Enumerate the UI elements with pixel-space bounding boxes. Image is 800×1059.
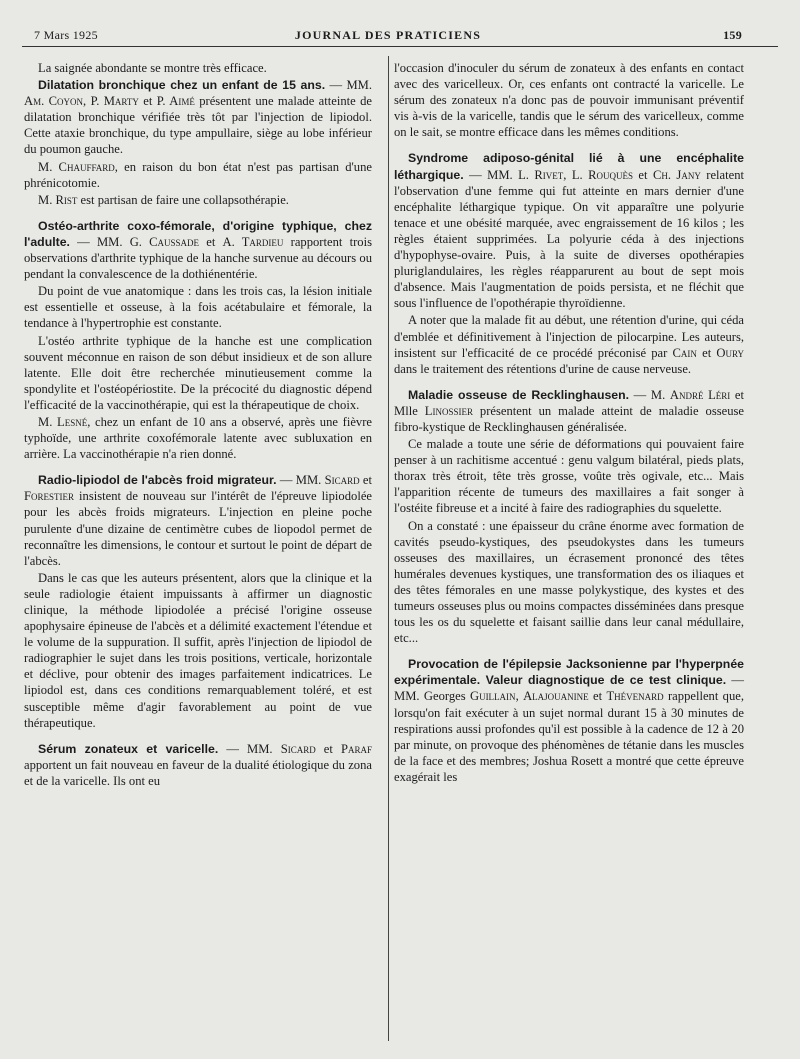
header-rule: [22, 46, 778, 47]
author-name: M. Chauffard: [38, 159, 115, 174]
author-name: A. Tardieu: [222, 234, 284, 249]
author-name: Paraf: [340, 741, 372, 756]
author-name: Forestier: [24, 489, 75, 504]
paragraph: Dans le cas que les auteurs présentent, alors que la clinique et la seule radiologie étaient impuissants à affirmer un diagnostic clinique, la méthode lipiodolée a précisé l'origine osseuse apophysaire épineuse de l'abcès et a délimité exactement l'étendue et le volume de la suppuration. Il suffit, après l'injection de lipiodol de radiographier le sujet dans les trois positions, verticale, horizontale et déclive, pour obtenir des images parfaitement indicatrices. Le lipiodol est, dans ces conditions remarquablement toléré, et est susceptible même d'agir favorablement au point de vue thérapeutique.: [24, 570, 372, 730]
article-radio-lipiodol: Radio-lipiodol de l'abcès froid migrateur. — MM. Sicard et Forestier insistent de nouveau sur l'intérêt de l'épreuve lipiodolée pour les abcès froids migrateurs. L'injection en pleine poche purulente d'une dizaine de centimètre cubes de liopodol permet de reconnaître les dimensions, le contour et surtout le point de départ de l'abcès.: [24, 473, 372, 568]
author-name: P. Marty: [90, 94, 139, 109]
article-title: Provocation de l'épilepsie Jacksonienne par l'hyperpnée expérimentale. Valeur diagnostique de ce test clinique.: [394, 657, 744, 688]
article-maladie-recklinghausen: Maladie osseuse de Recklinghausen. — M. André Léri et Mlle Linossier présentent un malade atteint de maladie osseuse fibro-kystique de Recklinghausen généralisée.: [394, 387, 744, 434]
author-name: Thévenard: [606, 689, 664, 704]
paragraph: M. Chauffard, en raison du bon état n'est pas partisan d'une phrénicotomie.: [24, 159, 372, 190]
article-dilatation-bronchique: Dilatation bronchique chez un enfant de 15 ans. — MM. Am. Coyon, P. Marty et P. Aimé présentent une malade atteinte de dilatation bronchique vérifiée très tôt par l'injection de lipiodol. Cette ataxie bronchique, du type ampullaire, siège au lobe inférieur du poumon gauche.: [24, 78, 373, 157]
article-serum-zonateux: Sérum zonateux et varicelle. — MM. Sicard et Paraf apportent un fait nouveau en faveur de la dualité étiologique du zona et de la varicelle. Ils ont eu: [24, 741, 372, 788]
column-divider: [388, 56, 389, 1041]
article-title: Syndrome adiposo-génital lié à une encéphalite léthargique.: [394, 151, 744, 182]
author-name: L. Rouquès: [571, 167, 634, 182]
paragraph: M. Lesné, chez un enfant de 10 ans a observé, après une fièvre typhoïde, une arthrite coxofémorale latente avec subluxation en arrière. La vaccinothérapie n'a rien donné.: [24, 414, 372, 462]
paragraph: On a constaté : une épaisseur du crâne énorme avec formation de cavités pseudo-kystiques, des pseudokystes dans les tumeurs osseuses des maxillaires, un écrasement prononcé des têtes humérales devenues kystiques, une transformation des os iliaques et des têtes fémorales en une masse polykystique, des kystes et des tumeurs osseuses plus ou moins compactes disséminées dans presque tous les os du squelette et faisant saillie dans leur canal médullaire, etc...: [394, 518, 744, 646]
journal-title: JOURNAL DES PRATICIENS: [294, 28, 482, 42]
author-name: Ch. Jany: [652, 167, 701, 182]
running-header: [34, 28, 742, 46]
paragraph: L'ostéo arthrite typhique de la hanche est une complication souvent méconnue en raison de son début insidieux et de son allure latente. Elle doit être recherchée minutieusement comme la spondylite et l'ostéopériostite. De la précocité du diagnostic dépend l'efficacité de la vaccinothérapie, qui est la thérapeutique de choix.: [24, 333, 372, 412]
author-name: Sicard: [280, 741, 316, 756]
author-name: Linossier: [424, 403, 473, 418]
author-name: M. Rist: [38, 192, 78, 207]
paragraph: Ce malade a toute une série de déformations qui pouvaient faire penser à un rachitisme accentué : genu valgum bilatéral, pieds plats, thorax très étroit, tête très grosse, voûte très ogivale, etc... Mais l'apparition récente de tumeurs des maxillaires a fait songer à l'ostéite fibreuse et a incité à faire des radiographies du squelette.: [394, 437, 744, 516]
article-syndrome-adiposo-genital: Syndrome adiposo-génital lié à une encéphalite léthargique. — MM. L. Rivet, L. Rouquès et Ch. Jany relatent l'observation d'une femme qui fut atteinte en mars dernier d'une encéphalite léthargique typique. On vit apparaître une polyurie tenace et une obésité marquée, avec engraissement de 16 kilos ; les règles étaient supprimées. La polyurie céda à des injections d'hypophyse-ovaire. Puis, à la suite de diverses opothérapies pluriglandulaires, les règles réapparurent au bout de sept mois d'absence. Mais l'augmentation de poids persista, et ne fléchit que sous l'influence de l'opothérapie thyroïdienne.: [394, 151, 745, 311]
author-name: André Léri: [669, 387, 731, 402]
article-title: Sérum zonateux et varicelle.: [38, 741, 219, 756]
paragraph: l'occasion d'inoculer du sérum de zonateux à des enfants en contact avec des varicelleux. Or, ces enfants ont contracté la varicelle. Le sérum des zonateux n'a donc pas de pouvoir immunisant préventif vis à-vis de la varicelle, tandis que le sérum des varicelleux, comme on le sait, se montre efficace dans les mêmes conditions.: [394, 61, 744, 140]
author-name: Sicard: [324, 473, 360, 488]
author-name: Guillain: [469, 689, 516, 704]
article-title: Dilatation bronchique chez un enfant de 15 ans.: [38, 78, 326, 93]
right-column: [394, 60, 744, 786]
paragraph: Du point de vue anatomique : dans les trois cas, la lésion initiale est essentielle et osseuse, à la fois acétabulaire et fémorale, la tendance à l'hypertrophie est constante.: [24, 284, 372, 331]
left-column: [24, 60, 372, 790]
author-name: Cain: [672, 345, 697, 360]
author-name: P. Aimé: [156, 94, 195, 109]
paragraph: A noter que la malade fit au début, une rétention d'urine, qui céda d'emblée et définitivement à l'injection de pilocarpine. Les auteurs, insistent sur l'efficacité de ce procédé préconisé par Cain et Oury dans le traitement des rétentions d'urine de cause nerveuse.: [394, 313, 744, 376]
author-name: Am. Coyon: [24, 94, 84, 109]
author-name: G. Caussade: [129, 234, 200, 249]
article-title: Maladie osseuse de Recklinghausen.: [408, 387, 630, 402]
author-name: Alajouanine: [523, 689, 589, 704]
paragraph: M. Rist est partisan de faire une collapsothérapie.: [38, 192, 289, 207]
issue-date: 7 Mars 1925: [34, 28, 98, 42]
author-name: M. Lesné: [38, 414, 88, 429]
author-name: L. Rivet: [518, 167, 564, 182]
article-epilepsie-jacksonienne: Provocation de l'épilepsie Jacksonienne par l'hyperpnée expérimentale. Valeur diagnostique de ce test clinique. — MM. Georges Guillain, Alajouanine et Thévenard rappellent que, lorsqu'on fait exécuter à un sujet normal durant 15 à 30 minutes de respirations aussi profondes qu'il est possible à la cadence de 12 à 20 par minute, on provoque des phénomènes de tétanie dans les muscles de la face et des membres; Joshua Rosett a montré que cette épreuve exagérait les: [394, 657, 745, 784]
article-osteo-arthrite: Ostéo-arthrite coxo-fémorale, d'origine typhique, chez l'adulte. — MM. G. Caussade et A. Tardieu rapportent trois observations d'arthrite typhique de la hanche survenue au décours ou pendant la convalescence de la dothiénentérie.: [24, 218, 372, 282]
page-number: 159: [723, 28, 742, 42]
article-title: Radio-lipiodol de l'abcès froid migrateur.: [38, 473, 277, 488]
article-title: Ostéo-arthrite coxo-fémorale, d'origine typhique, chez l'adulte.: [24, 218, 372, 249]
paragraph: La saignée abondante se montre très efficace.: [38, 61, 267, 75]
author-name: Oury: [716, 345, 744, 360]
